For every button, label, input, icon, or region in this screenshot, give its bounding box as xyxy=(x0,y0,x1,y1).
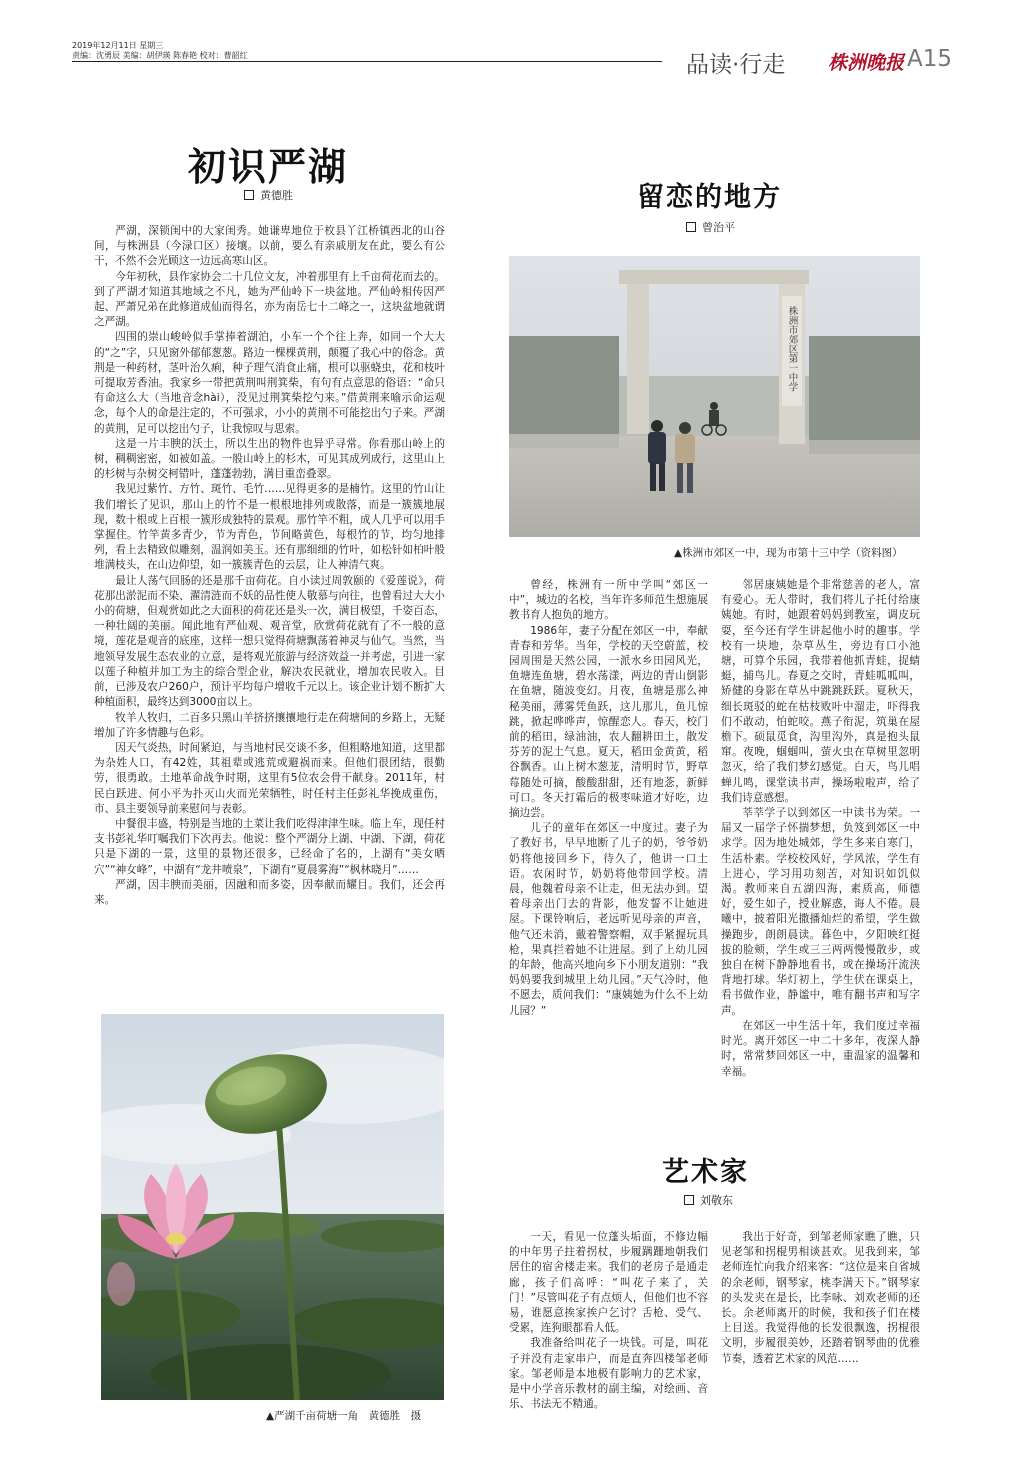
article2-author: 曾治平 xyxy=(702,221,735,234)
header-rule xyxy=(72,61,662,62)
article3-body-col1 xyxy=(509,1230,708,1430)
gate-sign-text: 株洲市郊区第一中学 xyxy=(786,306,798,392)
paragraph: 一天，看见一位蓬头垢面，不修边幅的中年男子拄着拐杖，步履蹒跚地朝我们居住的宿舍楼走来。我们的老房子是通走廊，孩子们高呼：“叫花子来了，关门！”尽管叫花子有点烦人，但他们也不容易，谁愿意挨家挨户乞讨？舌枪、受气、受累，连狗眼都看人低。 xyxy=(509,1231,708,1335)
article1-title: 初识严湖 xyxy=(188,144,349,189)
lotus-photo-caption: ▲严湖千亩荷塘一角 黄德胜 摄 xyxy=(266,1410,422,1422)
paragraph: 这是一片丰腴的沃土，所以生出的物件也异乎寻常。你看那山岭上的树，稠稠密密，如被如盖。一般山岭上的杉木，可见其成列成行，这里山上的杉树与杂树交柯错叶，蓬蓬勃勃，满目重峦叠翠。 xyxy=(94,437,445,481)
paragraph: 因天气炎热，时间紧迫，与当地村民交谈不多，但粗略地知道，这里都为杂姓人口，有42姓，其祖辈或逃荒或避祸而来。但他们很团结，很勤劳，很勇敢。土地革命战争时期，这里有5位农会骨干献身。2011年，村民白跃进、何小平为扑灭山火而光荣牺牲，时任村主任彭礼华挽成重伤，市、县主要领导前来慰问与表彰。 xyxy=(94,741,445,815)
article2-byline xyxy=(686,219,735,235)
article3-body-col2 xyxy=(721,1230,920,1430)
paragraph: 四围的崇山峻岭似手掌捧着湖泊，小车一个个往上奔，如同一个大大的“之”字，只见窗外郁郁葱葱。路边一棵棵黄荆，颠覆了我心中的俗念。黄荆是一种药材，茎叶治久痢，种子理气消食止痛，根可以驱蛲虫，花和枝叶可提取芳香油。我家乡一带把黄荆叫荆箕柴，有句有点意思的俗语：“命只有命这么大（当地音念hài），没见过荆箕柴挖勺来。”借黄荆来喻示命运观念，每个人的命是注定的，不可强求，小小的黄荆不可能挖出勺子来。严湖的黄荆，足可以挖出勺子，让我惊叹与思索。 xyxy=(94,331,445,435)
byline-box-icon xyxy=(244,190,254,200)
school-gate-illustration xyxy=(509,256,920,537)
lotus-illustration xyxy=(101,1014,444,1400)
paragraph: 严湖，因丰腴而美丽，因融和而多姿，因奉献而耀目。我们，还会再来。 xyxy=(94,878,445,906)
paragraph: 今年初秋，县作家协会二十几位文友，冲着那里有上千亩荷花而去的。到了严湖才知道其地域之不凡，她为严仙岭下一块盆地。严仙岭相传因严起、严萧兄弟在此修道成仙而得名，亦为南岳七十二峰之一，这块盆地就谓之严湖。 xyxy=(94,270,445,329)
article3-byline xyxy=(684,1192,733,1208)
paragraph: 我准备给叫花子一块钱。可是，叫花子并没有走家串户，而是直奔四楼邹老师家。邹老师是本地极有影响力的艺术家，是中小学音乐教材的副主编，对绘画、音乐、书法无不精通。 xyxy=(509,1337,708,1411)
paragraph: 我出于好奇，到邹老师家瞧了瞧，只见老邹和拐棍男相谈甚欢。见我到来，邹老师连忙向我介绍来客：“这位是来自省城的余老师，钢琴家，桃李满天下。”钢琴家的头发夹在是长，比李咏、刘欢老师的还长。余老师离开的时候，我和孩子们在楼上目送。我觉得他的长发很飘逸，拐棍很文明，步履很美妙，还踏着钢琴曲的优雅节奏，透着艺术家的风范…… xyxy=(721,1231,920,1365)
section-name: 品读·行走 xyxy=(686,52,786,78)
byline-box-icon xyxy=(684,1195,694,1205)
paragraph: 邻居康姨她是个非常慈善的老人，富有爱心。无人带时，我们将儿子托付给康姨她。有时，她跟着妈妈到教室，调皮玩耍，至今还有学生讲起他小时的趣事。学校有一块地，杂草丛生，旁边有口小池塘，可算个乐园，我带着他抓青蛙，捉蜻蜓，捕鸟儿。春夏之交时，青蛙呱呱叫，矫健的身影在草丛中跳跳跃跃。夏秋天，细长斑驳的蛇在枯枝败叶中溜走，吓得我们不敢动，怕蛇咬。燕子衔泥，筑巢在屋檐下。硕鼠觅食，沟里沟外，真是抱头鼠窜。夜晚，蝈蝈叫，萤火虫在草树里忽明忽灭，给了我们梦幻感觉。白天，鸟儿唱蝉儿鸣，课堂读书声，操场啦啦声，给了我们诗意感想。 xyxy=(721,579,920,804)
issue-date: 2019年12月11日 星期三 xyxy=(72,41,164,50)
paragraph: 我见过紫竹、方竹、斑竹、毛竹……见得更多的是楠竹。这里的竹山让我们增长了见识，那山上的竹不是一根根地排列或散落，而是一簇簇地展现，数十根或上百根一簇形成独特的景观。那竹竿不粗，成人几乎可以用手掌握住。竹竿黄多青少，节为青色，节间略黄色，每根竹的节，均匀地排列，看上去精致似雕刻，温润如美玉。还有那细细的竹叶，如松针如柏叶般堆满枝头，在山边仰望，如一簇簇青色的云层，让人神清气爽。 xyxy=(94,483,445,572)
article1-body xyxy=(94,224,445,1012)
paragraph: 儿子的童年在郊区一中度过。妻子为了教好书，早早地断了儿子的奶，爷爷奶奶将他接回乡下，待久了，他讲一口土语。农闲时节，奶奶将他带回学校。清晨，他魏着母亲不让走，但无法办到。望着母亲出门去的背影，他发誓不让她进屋。下课铃响后，老远听见母亲的声音，他气还未消，戴着警察帽，双手紧握玩具枪，果真拦着她不让进屋。到了上幼儿园的年龄，他高兴地向乡下小朋友道别：“我妈妈要我到城里上幼儿园。”天气冷时，他不愿去，质问我们：“康姨她为什么不上幼儿园？” xyxy=(509,822,708,1017)
paragraph: 最让人荡气回肠的还是那千亩荷花。自小读过周敦颐的《爱莲说》，荷花那出淤泥而不染、濯清涟而不妖的品性使人敬慕与向往，也曾看过大大小小的荷塘，但观赏如此之大面积的荷花还是头一次，满目极望，千姿百态，一种壮阔的美丽。闻此地有严仙观、观音堂，欣赏荷花就有了不一般的意境，莲花是观音的底座，这样一想只觉得荷塘飘荡着神灵与仙气。当然，当地领导发展生态农业的立意，是将观光旅游与经济效益一并考虑，引进一家以莲子种植并加工为主的综合型企业，解决农民就业，增加农民收入。目前，已涉及农户260户，预计平均每户增收千元以上。该企业计划不断扩大种植面积，最终达到3000亩以上。 xyxy=(94,574,445,709)
page-number: A15 xyxy=(907,46,953,72)
paragraph: 牧羊人牧归，二百多只黑山羊挤挤攘攘地行走在荷塘间的乡路上，无疑增加了许多情趣与色彩。 xyxy=(94,711,445,739)
article2-title: 留恋的地方 xyxy=(637,182,782,213)
lotus-photo xyxy=(101,1014,444,1400)
article1-author: 黄德胜 xyxy=(260,189,293,202)
article2-body-col2 xyxy=(721,578,920,1098)
editorial-staff: 责编：沈勇辰 美编：胡伊瑛 陈春艳 校对：曹韶红 xyxy=(72,51,248,60)
school-gate-photo xyxy=(509,256,920,537)
article3-title: 艺术家 xyxy=(662,1157,749,1188)
article2-body-col1 xyxy=(509,578,708,1098)
paragraph: 严湖，深锁闺中的大家闺秀。她谦卑地位于枚县丫江桥镇西北的山谷间，与株洲县（今渌口区）接壤。以前，要么有亲戚朋友在此，要么有公干，不然不会光顾这一边远高寒山区。 xyxy=(94,225,445,268)
byline-box-icon xyxy=(686,222,696,232)
paragraph: 1986年，妻子分配在郊区一中，奉献青春和芳华。当年，学校的天空蔚蓝，校园周围是天然公园，一派水乡田园风光，鱼塘连鱼塘，碧水荡漾，两边的青山倒影在鱼塘，随波变幻。月夜，鱼塘是那么神秘美丽，薄雾凭鱼跃，这儿那儿，鱼儿惊跳，掀起哗哗声，惊醒恋人。春天，校门前的稻田，绿油油，农人翻耕田土，散发芬芳的泥土气息。夏天，稻田金黄黄，稻谷飘香。山上树木葱茏，清明时节，野草莓随处可摘，酸酸甜甜，还有地菍，新鲜可口。冬天打霜后的极枣味道才好吃，边摘边尝。 xyxy=(509,624,708,820)
newspaper-logo: 株洲晚报 xyxy=(828,52,905,74)
paragraph: 曾经，株洲有一所中学叫“郊区一中”，城边的名校，当年许多师范生想施展教书育人抱负的地方。 xyxy=(509,579,708,622)
paragraph: 在郊区一中生活十年，我们度过幸福时光。离开郊区一中二十多年，夜深人静时，常常梦回郊区一中，重温家的温馨和幸福。 xyxy=(721,1019,920,1078)
paragraph: 中餐很丰盛，特别是当地的土菜让我们吃得津津生味。临上车，现任村支书彭礼华叮嘱我们下次再去。他说：整个严湖分上湖、中湖、下湖，荷花只是下湖的一景，这里的景物还很多，已经命了名的，上湖有“美女晒穴”“神女峰”，中湖有“龙井喷泉”，下湖有“夏晨雾海”“枫林晓月”…… xyxy=(94,817,445,876)
article1-byline xyxy=(244,187,293,203)
school-photo-caption: ▲株洲市郊区一中，现为市第十三中学（资料图） xyxy=(674,547,903,559)
paragraph: 莘莘学子以到郊区一中读书为荣。一届又一届学子怀揣梦想，负笈到郊区一中求学。因为地处城郊，学生多来自寒门，生活朴素。学校校风好，学风浓，学生有上进心，学习用功刻苦，对知识如饥似渴。教师来自五湖四海，素质高，师德好，爱生如子，授业解惑，诲人不倦。晨曦中，披着阳光撒播灿烂的希望，学生做操跑步，朗朗晨读。暮色中，夕阳映红挺拔的脸颊，学生或三三两两慢慢散步，或独自在树下静静地看书，或在操场汗流浃背地打球。华灯初上，学生伏在课桌上，看书做作业，静谧中，唯有翻书声和写字声。 xyxy=(721,807,920,1017)
article3-author: 刘敬东 xyxy=(700,1194,733,1207)
